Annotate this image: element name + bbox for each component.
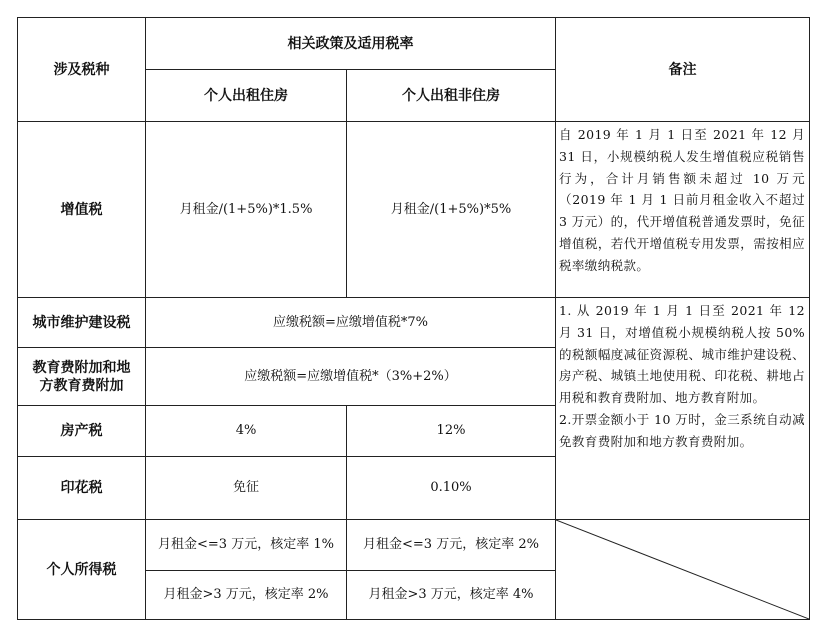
education-name-line-2: 方教育费附加 (39, 377, 124, 394)
header-remarks: 备注 (556, 18, 810, 122)
education-name-line-1: 教育费附加和地 (32, 359, 131, 376)
income-tax-non-residential-high: 月租金>3 万元，核定率 4% (347, 571, 556, 620)
header-non-residential: 个人出租非住房 (347, 70, 556, 122)
property-tax-non-residential: 12% (347, 406, 556, 457)
urban-tax-formula: 应缴税额=应缴增值税*7% (146, 298, 556, 348)
row-income-tax-name: 个人所得税 (18, 520, 146, 620)
row-education-surcharge-name (18, 348, 146, 406)
header-policy: 相关政策及适用税率 (146, 18, 556, 70)
income-tax-residential-high: 月租金>3 万元，核定率 2% (146, 571, 347, 620)
header-residential: 个人出租住房 (146, 70, 347, 122)
property-tax-residential: 4% (146, 406, 347, 457)
vat-remark: 自 2019 年 1 月 1 日至 2021 年 12 月 31 日，小规模纳税人发生增值税应税销售行为，合计月销售额未超过 10 万元（2019 年 1 月 1 日前月租金收入不超过 3 万元）的，代开增值税普通发票时，免征增值税，若代开增值税专用发票，需按相应税率缴纳税款。 (556, 122, 810, 298)
vat-residential-rate: 月租金/(1+5%)*1.5% (146, 122, 347, 298)
stamp-tax-non-residential: 0.10% (347, 457, 556, 520)
education-surcharge-formula: 应缴税额=应缴增值税*（3%+2%） (146, 348, 556, 406)
tax-policy-table (17, 17, 810, 620)
row-vat-name: 增值税 (18, 122, 146, 298)
row-property-tax-name: 房产税 (18, 406, 146, 457)
row-urban-tax-name: 城市维护建设税 (18, 298, 146, 348)
remark-point-2: 2.开票金额小于 10 万时，金三系统自动减免教育费附加和地方教育费附加。 (559, 411, 805, 449)
vat-non-residential-rate: 月租金/(1+5%)*5% (347, 122, 556, 298)
income-tax-residential-low: 月租金<=3 万元，核定率 1% (146, 520, 347, 571)
header-tax-type: 涉及税种 (18, 18, 146, 122)
stamp-tax-residential: 免征 (146, 457, 347, 520)
remark-point-1: 1. 从 2019 年 1 月 1 日至 2021 年 12 月 31 日，对增值税小规模纳税人按 50%的税额幅度减征资源税、城市维护建设税、房产税、城镇土地使用税、印花税、耕地占用税和教育费附加、地方教育附加。 (559, 303, 805, 406)
diagonal-line (556, 520, 809, 619)
row-stamp-tax-name: 印花税 (18, 457, 146, 520)
empty-remark-cell (556, 520, 810, 620)
shared-remark (556, 298, 810, 520)
income-tax-non-residential-low: 月租金<=3 万元，核定率 2% (347, 520, 556, 571)
